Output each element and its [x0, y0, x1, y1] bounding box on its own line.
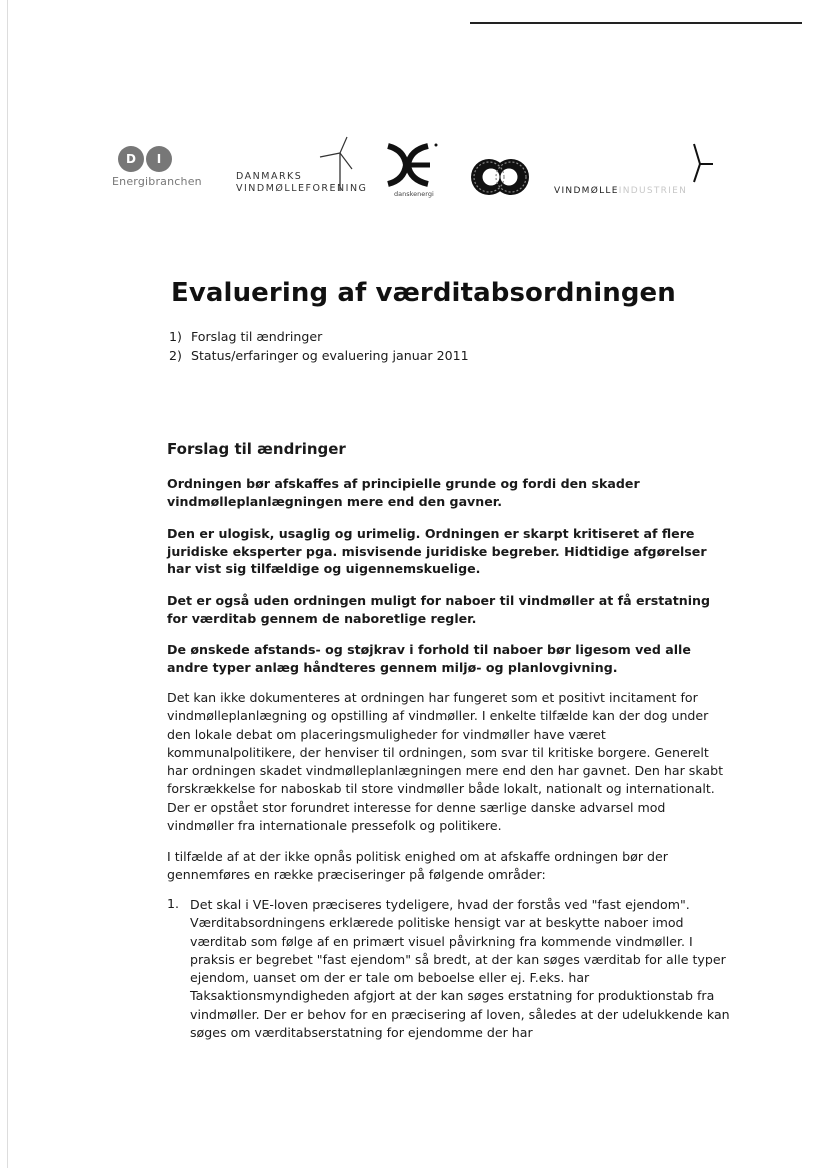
dansk-energi-mark-icon — [384, 140, 450, 190]
toc-item-text: Status/erfaringer og evaluering januar 2011 — [191, 348, 469, 363]
di-mark-d: D — [118, 146, 144, 172]
vindmoelleindustrien-logo — [552, 140, 727, 200]
di-logo-subtitle: Energibranchen — [112, 175, 202, 188]
di-energibranchen-logo — [112, 146, 212, 198]
di-mark-i: I — [146, 146, 172, 172]
double-ring-seal-icon — [470, 155, 530, 199]
bold-paragraph: De ønskede afstands- og støjkrav i forhold til naboer bør ligesom ved alle andre typer anlæg håndteres gennem miljø- og planlovgivning. — [167, 642, 691, 675]
dv-logo-line2: VINDMØLLEFORENING — [236, 183, 368, 194]
seal-logo — [470, 155, 530, 199]
body-paragraph: Det kan ikke dokumenteres at ordningen har fungeret som et positivt incitament for vindmølleplanlægning og opstilling af vindmøller. I enkelte tilfælde kan der dog under den lokale debat om placeringsmuligheder for vindmøller have været kommunalpolitikere, der henviser til ordningen, som svar til kritiske borgere. Generelt har ordningen skadet vindmølleplanlægningen mere end den har gavnet. Den har skabt forskrækkelse for naboskab til store vindmøller både lokalt, nationalt og internationalt. Der er opstået stor forundret interesse for denne særlige danske advarsel mod vindmøller fra internationale pressefolk og politikere. — [167, 690, 724, 834]
toc-item-number: 2) — [169, 348, 182, 363]
dv-logo-line1: DANMARKS — [236, 171, 303, 182]
turbine-blades-icon — [686, 140, 716, 184]
bold-paragraph: Det er også uden ordningen muligt for naboer til vindmøller at få erstatning for værditab gennem de naboretlige regler. — [167, 593, 711, 626]
document-title: Evaluering af værditabsordningen — [171, 278, 676, 308]
toc-item-number: 1) — [169, 329, 182, 344]
toc-item-text: Forslag til ændringer — [191, 329, 323, 344]
toc-item — [169, 327, 469, 346]
vm-logo-text-faint: INDUSTRIEN — [618, 186, 688, 196]
toc-item — [169, 346, 469, 365]
header-rule — [470, 22, 802, 24]
bold-paragraph: Den er ulogisk, usaglig og urimelig. Ordningen er skarpt kritiseret af flere juridiske eksperter pga. misvisende juridiske begreber. Hidtidige afgørelser har vist sig tilfældige og uigennemskuelige. — [167, 526, 707, 576]
bold-paragraph: Ordningen bør afskaffes af principielle grunde og fordi den skader vindmølleplanlægningen mere end den gavner. — [167, 476, 640, 509]
dansk-energi-logo — [384, 140, 460, 202]
table-of-contents — [169, 327, 469, 365]
de-logo-subtitle: danskenergi — [394, 190, 434, 198]
page-edge — [7, 0, 8, 1168]
di-mark — [118, 146, 212, 172]
vm-logo-text: VINDMØLLE — [554, 186, 619, 196]
list-item-text: Det skal i VE-loven præciseres tydeligere, hvad der forstås ved "fast ejendom". Værditabsordningens erklærede politiske hensigt var at beskytte naboer imod værditab som følge af en primært visuel påvirkning fra kommende vindmøller. I praksis er begrebet "fast ejendom" så bredt, at der kan søges værditab for alle typer ejendom, uanset om der er tale om beboelse eller ej. F.eks. har Taksaktionsmyndigheden afgjort at der kan søges erstatning for produktionstab fra vindmøller. Der er behov for en præcisering af loven, således at der udelukkende kan søges om værditabserstatning for ejendomme der har — [190, 897, 730, 1041]
section-heading: Forslag til ændringer — [167, 440, 346, 458]
numbered-list-item — [167, 896, 737, 1042]
body-paragraph: I tilfælde af at der ikke opnås politisk enighed om at afskaffe ordningen bør der gennemføres en række præciseringer på følgende områder: — [167, 849, 668, 883]
list-item-number: 1. — [167, 896, 180, 911]
danmarks-vindmoelleforening-logo — [236, 135, 371, 197]
